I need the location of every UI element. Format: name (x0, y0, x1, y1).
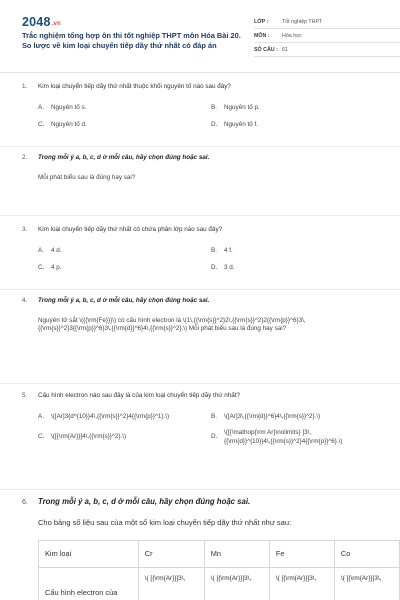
question-instruction: Trong mỗi ý a, b, c, d ở mỗi câu, hãy chọn đúng hoặc sai. (38, 497, 251, 506)
question-number: 1. (22, 83, 28, 90)
table-cell: Co (334, 541, 399, 568)
question-6 (22, 497, 400, 528)
option-d[interactable]: D. Nguyên tố f. (211, 121, 258, 128)
question-separator (0, 289, 400, 290)
question-number: 2. (22, 154, 28, 161)
question-1 (22, 83, 380, 130)
table-cell: \( [{\rm{Ar}}]3\, (269, 568, 334, 600)
site-logo[interactable]: 2048.vn (22, 15, 61, 29)
option-c[interactable]: C. Nguyên tố d. (38, 121, 87, 128)
question-text: Kim loại chuyển tiếp dãy thứ nhất thuộc khối nguyên tố nào sau đây? (38, 83, 231, 90)
document-header (22, 12, 382, 64)
question-prompt: Mỗi phát biểu sau là đúng hay sai? (38, 173, 136, 181)
meta-class: LỚP : Tốt nghiệp THPT (254, 15, 400, 29)
question-5 (22, 392, 380, 446)
question-text: Kim loại chuyển tiếp dãy thứ nhất có chứa phân lớp nào sau đây? (38, 226, 223, 233)
question-4 (22, 297, 380, 334)
meta-question-count: SỐ CÂU : 61 (254, 43, 400, 57)
question-number: 6. (22, 497, 28, 506)
option-a[interactable]: A. \([Ar]3{d^{10}}4\,{{\rm{s}}^2}4{{\rm{p}}^1}.\) (38, 412, 170, 420)
metal-data-table (38, 540, 400, 600)
question-separator (0, 489, 400, 490)
option-b[interactable]: B. Nguyên tố p. (211, 103, 260, 111)
table-cell: Mn (204, 541, 269, 568)
meta-subject: MÔN : Hóa học (254, 29, 400, 43)
question-prompt: Nguyên tử sắt \({{\rm{Fe}}}\) có cấu hình electron là \(1\,{{\rm{s}}^2}2\,{{\rm{s}}^2}2{{\rm{p}}^6}3\,{{\rm{s}}^2}3{{\rm{p}}^6}3\,{{\rm{d}}^6}4\,{{\rm{s}}^2}.\) Mỗi phát biểu sau là đúng hay sai? (38, 316, 306, 332)
question-instruction: Trong mỗi ý a, b, c, d ở mỗi câu, hãy chọn đúng hoặc sai. (38, 154, 210, 161)
option-b[interactable]: B. \([Ar]3\,{{\rm{d}}^6}4\,{{\rm{s}}^2}.\) (211, 412, 321, 420)
table-cell: Cấu hình electron của (39, 568, 139, 600)
table-row (39, 568, 400, 600)
question-number: 4. (22, 297, 28, 304)
question-separator (0, 215, 400, 216)
question-prompt: Cho bảng số liệu sau của một số kim loại chuyển tiếp dãy thứ nhất như sau: (38, 517, 292, 527)
question-instruction: Trong mỗi ý a, b, c, d ở mỗi câu, hãy chọn đúng hoặc sai. (38, 297, 210, 304)
question-2 (22, 154, 380, 182)
option-a[interactable]: A. 4 d. (38, 246, 62, 254)
table-cell: Cr (138, 541, 204, 568)
question-separator (0, 146, 400, 147)
option-a[interactable]: A. Nguyên tố s. (38, 103, 87, 111)
question-separator (0, 383, 400, 384)
table-cell: Kim loại (39, 541, 139, 568)
answer-options (38, 247, 380, 273)
answer-options (38, 104, 380, 130)
document-meta (254, 15, 400, 57)
question-3 (22, 226, 380, 273)
header-divider (0, 72, 400, 73)
option-b[interactable]: B. 4 f. (211, 246, 233, 254)
option-d[interactable]: D. 3 d. (211, 264, 235, 271)
question-text: Cấu hình electron nào sau đây là của kim loại chuyển tiếp dãy thứ nhất? (38, 392, 240, 399)
option-d[interactable]: D. \([{\mathop{\rm Ar}\nolimits} ]3\,{{\rm{d}}^{10}}4\,{{\rm{s}}^2}4{{\rm{p}}^6}.\) (211, 429, 343, 445)
table-cell: \( [{\rm{Ar}}]3\, (334, 568, 399, 600)
question-number: 5. (22, 392, 28, 399)
table-cell: Fe (269, 541, 334, 568)
option-c[interactable]: C. \([{\rm{Ar}}]4\,{{\rm{s}}^2}.\) (38, 433, 127, 441)
answer-options (38, 413, 380, 447)
table-cell: \( [{\rm{Ar}}]3\, (204, 568, 269, 600)
option-c[interactable]: C. 4 p. (38, 264, 62, 271)
question-number: 3. (22, 226, 28, 233)
table-header-row (39, 541, 400, 568)
table-cell: \( [{\rm{Ar}}]3\, (138, 568, 204, 600)
document-title: Trắc nghiệm tổng hợp ôn thi tốt nghiệp THPT môn Hóa Bài 20. So lược về kim loại chuyển tiếp dãy thứ nhất có đáp án (22, 31, 241, 51)
